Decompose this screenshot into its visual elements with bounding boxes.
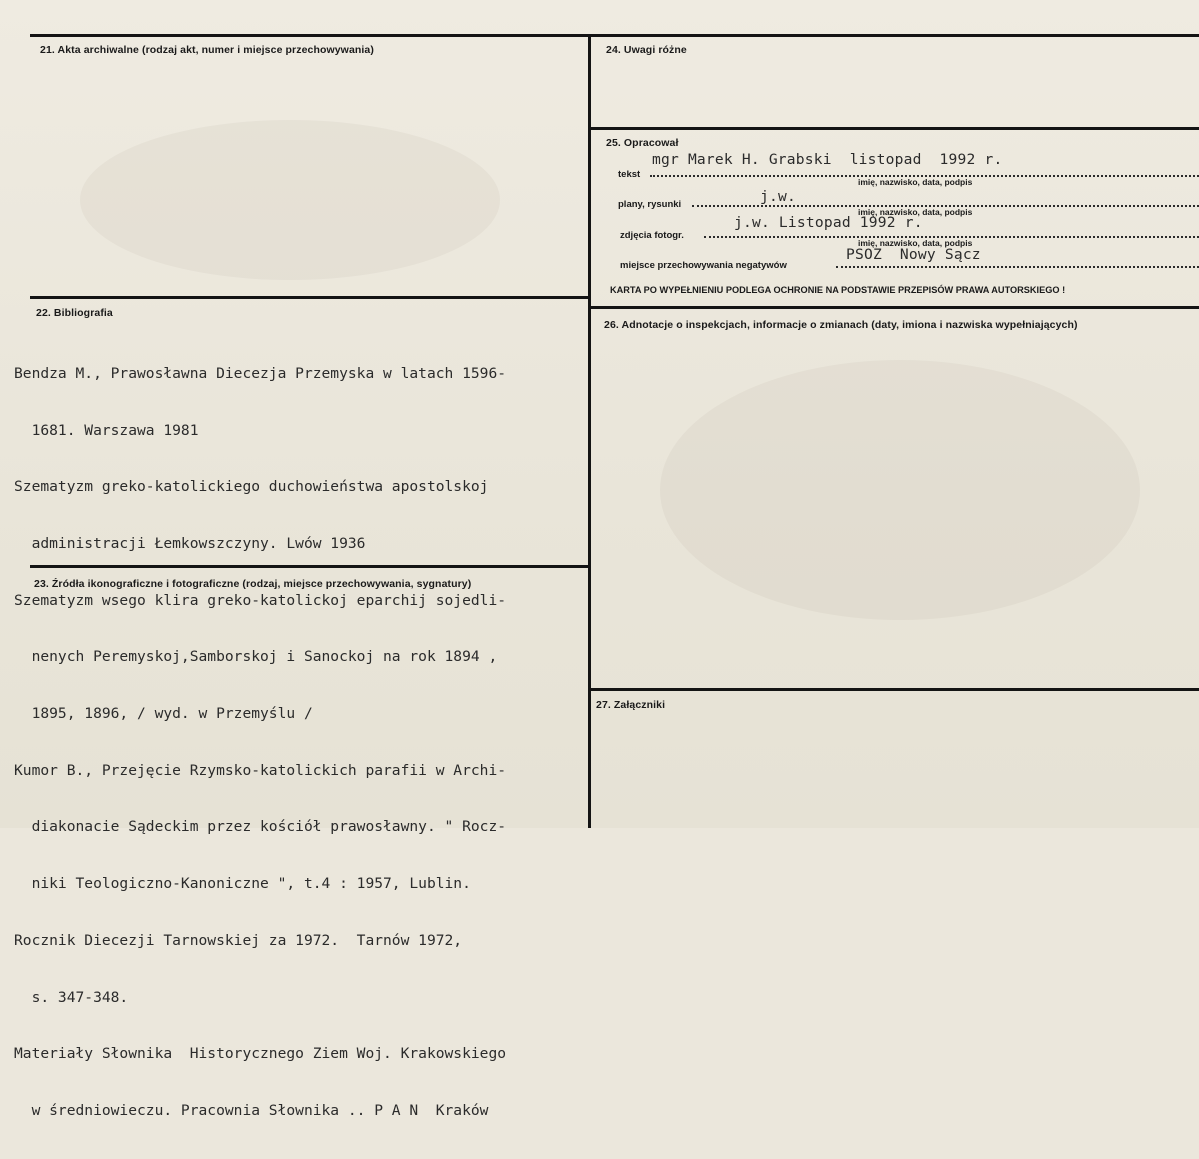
plany-label: plany, rysunki [618,199,682,210]
bibliography-line: 1681. Warszawa 1981 [14,421,199,439]
zdjecia-label: zdjęcia fotogr. [620,230,684,241]
bibliography-line: Szematyzm greko-katolickiego duchowieństwa apostolskoj [14,478,489,496]
bibliography-line: s. 347-348. [14,988,129,1006]
zdjecia-hint: imię, nazwisko, data, podpis [858,238,973,248]
divider-26-27 [588,688,1199,691]
section-27-label: 27. Załączniki [596,699,666,711]
bibliography-line: w średniowieczu. Pracownia Słownika .. P A N Kraków [14,1101,489,1119]
section-25-label: 25. Opracował [606,137,679,149]
negatywy-line [836,266,1199,268]
paper-stain [660,360,1140,620]
bibliography-list [14,327,506,1159]
bibliography-line: Szematyzm wsego klira greko-katolickoj eparchij sojedli- [14,591,507,609]
paper-stain [80,120,500,280]
bibliography-line: Rocznik Diecezji Tarnowskiej za 1972. Tarnów 1972, [14,931,463,949]
center-divider [588,34,591,828]
bibliography-line: Materiały Słownika Historycznego Ziem Woj. Krakowskiego [14,1045,507,1063]
bibliography-line: administracji Łemkowszczyny. Lwów 1936 [14,534,366,552]
bibliography-line: diakonacie Sądeckim przez kościół prawosławny. " Rocz- [14,818,507,836]
section-26-label: 26. Adnotacje o inspekcjach, informacje o zmianach (daty, imiona i nazwiska wypełniających) [604,319,1078,331]
section-21-label: 21. Akta archiwalne (rodzaj akt, numer i miejsce przechowywania) [40,44,374,56]
plany-hint: imię, nazwisko, data, podpis [858,207,973,217]
divider-25-26 [588,306,1199,309]
bibliography-line: Kumor B., Przejęcie Rzymsko-katolickich parafii w Archi- [14,761,507,779]
zdjecia-value: j.w. Listopad 1992 r. [734,214,923,231]
negatywy-label: miejsce przechowywania negatywów [620,260,787,271]
divider-21-22 [30,296,590,299]
negatywy-value: PSOZ Nowy Sącz [846,246,981,263]
bibliography-line: Bendza M., Prawosławna Diecezja Przemyska w latach 1596- [14,364,507,382]
bibliography-line: 1895, 1896, / wyd. w Przemyślu / [14,705,313,723]
plany-value: j.w. [760,188,796,205]
bibliography-line: nenych Peremyskoj,Samborskoj i Sanockoj na rok 1894 , [14,648,498,666]
divider-24-25 [588,127,1199,130]
copyright-notice: KARTA PO WYPEŁNIENIU PODLEGA OCHRONIE NA PODSTAWIE PRZEPISÓW PRAWA AUTORSKIEGO ! [610,285,1066,295]
tekst-hint: imię, nazwisko, data, podpis [858,177,973,187]
tekst-label: tekst [618,169,641,180]
tekst-value: mgr Marek H. Grabski listopad 1992 r. [652,151,1003,168]
section-24-label: 24. Uwagi różne [606,44,687,56]
bibliography-line: niki Teologiczno-Kanoniczne ", t.4 : 1957, Lublin. [14,875,471,893]
section-22-label: 22. Bibliografia [36,307,113,319]
top-border [30,34,1199,37]
section-23-label: 23. Źródła ikonograficzne i fotograficzne (rodzaj, miejsce przechowywania, sygnatury) [34,578,472,590]
